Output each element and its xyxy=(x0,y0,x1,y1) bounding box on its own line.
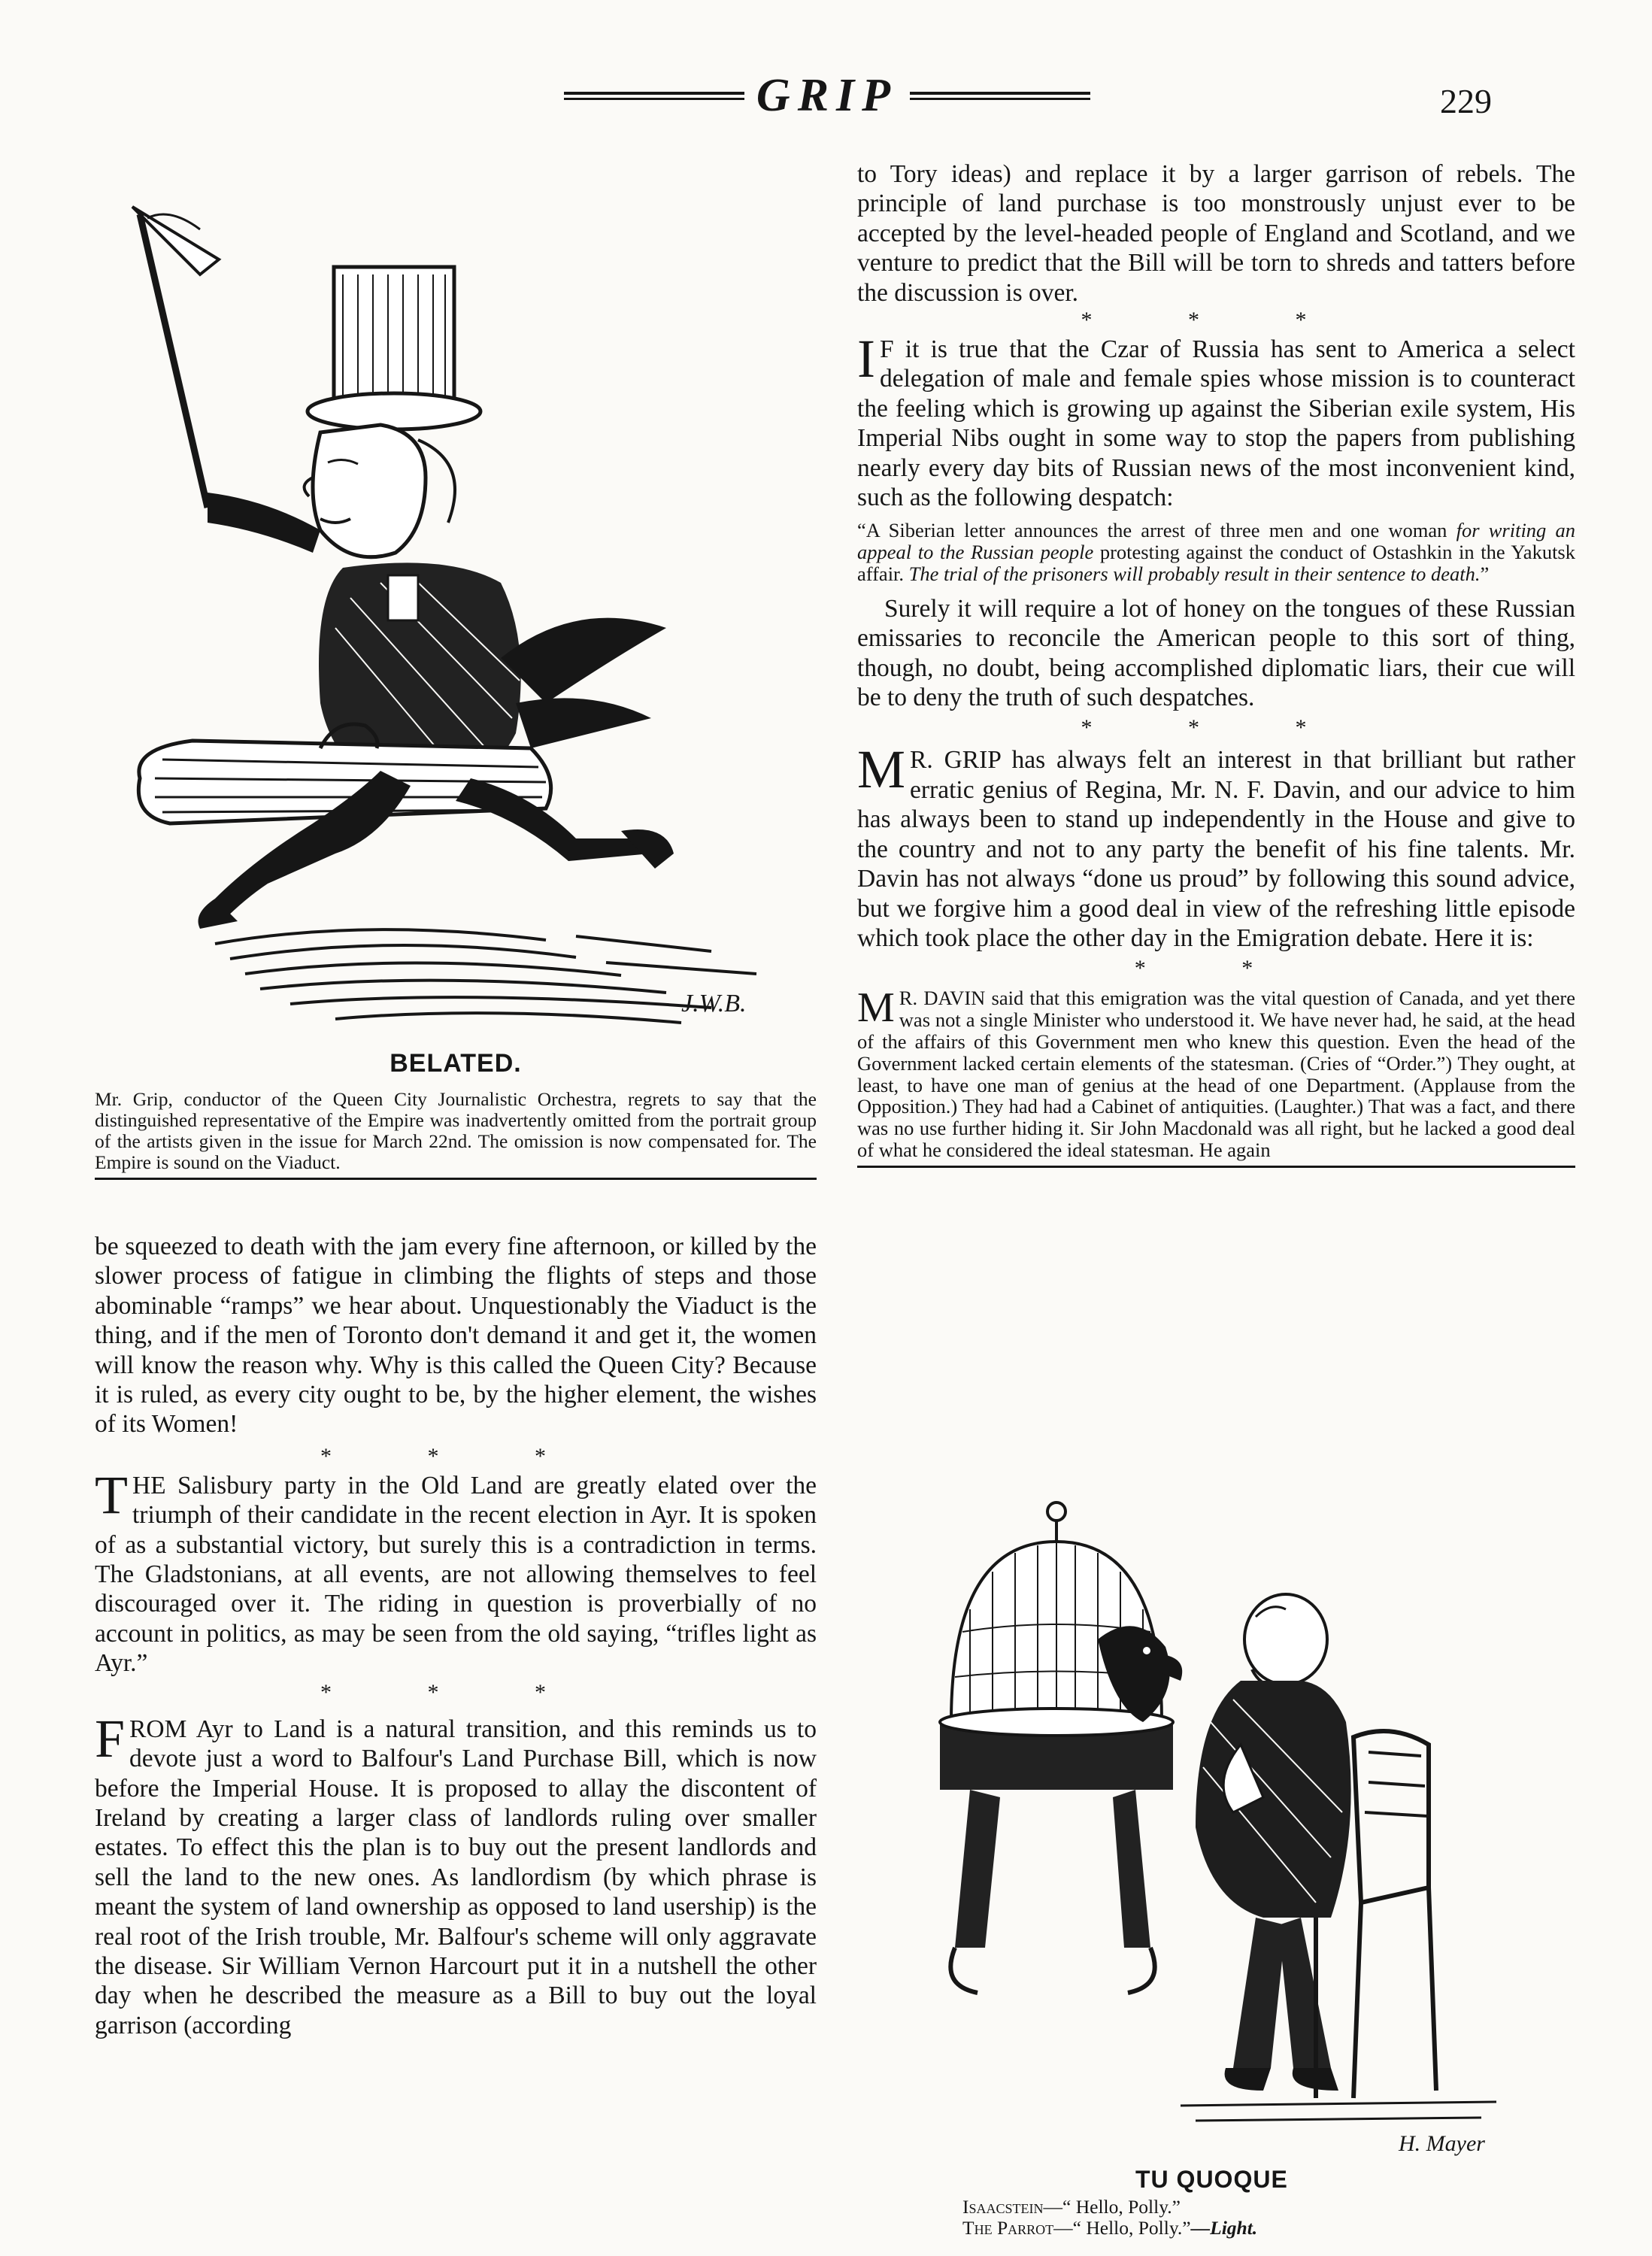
source-credit: —Light. xyxy=(1190,2217,1258,2239)
paragraph-honey: Surely it will require a lot of honey on the tongues of these Russian emissaries to reconcile the American people to this sort of thing, though, no doubt, being accomplished diplomatic liars, their cue will be to deny the truth of such despatches. xyxy=(857,594,1575,712)
drop-cap-m-small: M xyxy=(857,984,895,1032)
quote-end: ” xyxy=(1480,562,1490,586)
paragraph-salisbury-text: HE Salisbury party in the Old Land are greatly elated over the triumph of their candidate in the recent election in Ayr. It is spoken of as a substantial victory, but surely this is a contradiction in terms. The Gladstonians, at all events, are not allowing themselves to feel discouraged over it. The riding in question is proverbially of no account in politics, as may be seen from the old saying, “trifles light as Ayr.” xyxy=(95,1471,817,1678)
paragraph-viaduct: be squeezed to death with the jam every fine afternoon, or killed by the slower process of fatigue in climbing the flights of steps and those abominable “ramps” we hear about. Unquestionably the Viaduct is the thing, and if the men of Toronto don't demand it and get it, the women will know the reason why. Why is this called the Queen City? Because it is ruled, as every city ought to be, by the higher element, the wishes of its Women! xyxy=(95,1233,817,1439)
right-column xyxy=(857,159,1575,1168)
speaker-2-text: —“ Hello, Polly.” xyxy=(1053,2217,1191,2239)
speech-divider xyxy=(857,1166,1575,1168)
masthead-title: GRIP xyxy=(756,70,899,121)
masthead-rule-right xyxy=(910,92,1090,101)
quote-text-2: protesting against the conduct of Ostashkin in the Yakutsk affair. xyxy=(857,541,1575,586)
caption-title-tu-quoque: TU QUOQUE xyxy=(1135,2166,1288,2193)
running-man-drawing xyxy=(95,177,817,1049)
paragraph-czar xyxy=(857,329,1575,512)
speaker-1-text: —“ Hello, Polly.” xyxy=(1043,2196,1181,2218)
caption-line-2 xyxy=(932,2218,1534,2239)
caption-belated xyxy=(95,1049,817,1180)
parrot-and-man-drawing xyxy=(910,1496,1549,2158)
illustration-tu-quoque xyxy=(910,1496,1549,2158)
section-separator: * * * xyxy=(1081,308,1352,333)
quote-italic-1: for writing an appeal to the Russian people xyxy=(857,519,1575,564)
caption-text-belated: Mr. Grip, conductor of the Queen City Journalistic Orchestra, regrets to say that the distinguished representative of the Empire was inadvertently omitted from the portrait group of the artists given in the issue for March 22nd. The omission is now compensated for. The Empire is sound on the Viaduct. xyxy=(95,1088,817,1173)
illustration-2-signature: H. Mayer xyxy=(1399,2131,1485,2156)
illustration-1-signature: J.W.B. xyxy=(681,990,747,1017)
paragraph-davin xyxy=(857,739,1575,953)
paragraph-salisbury xyxy=(95,1464,817,1678)
speaker-isaacstein: Isaacstein xyxy=(962,2196,1044,2218)
paragraph-land-purchase xyxy=(95,1708,817,2040)
drop-cap-f: F xyxy=(95,1708,126,1769)
paragraph-czar-text: F it is true that the Czar of Russia has sent to America a select delegation of male and female spies whose mission is to counteract the feeling which is growing up against the Siberian exile system, His Imperial Nibs ought in some way to stop the papers from publishing nearly every day bits of Russian news of the most inconvenient kind, such as the following despatch: xyxy=(857,335,1575,512)
quote-italic-2: The trial of the prisoners will probably result in their sentence to death. xyxy=(908,562,1481,586)
drop-cap-m: M xyxy=(857,739,906,800)
masthead xyxy=(564,69,1090,122)
section-separator: * * xyxy=(1134,956,1299,981)
left-column xyxy=(95,1232,817,2040)
paragraph-land-purchase-text: ROM Ayr to Land is a natural transition, and this reminds us to devote just a word to Balfour's Land Purchase Bill, which is now before the Imperial House. It is proposed to allay the discontent of Ireland by creating a larger class of landlords ruling over smaller estates. To effect this the plan is to buy out the present landlords and sell the land to the new ones. As landlordism (by which phrase is meant the system of land ownership as opposed to land usership) is the real root of the Irish trouble, Mr. Balfour's scheme will only aggravate the disease. Sir William Vernon Harcourt put it in a nutshell the other day when he described the measure as a Bill to buy out the loyal garrison (according xyxy=(95,1715,817,2039)
drop-cap-t: T xyxy=(95,1464,128,1525)
section-separator: * * * xyxy=(1081,715,1352,741)
caption-title-belated: BELATED. xyxy=(390,1049,522,1078)
illustration-belated xyxy=(95,177,817,1049)
paragraph-continued: to Tory ideas) and replace it by a larger garrison of rebels. The principle of land purchase is too monstrously unjust ever to be accepted by the level-headed people of England and Scotland, and we venture to predict that the Bill will be torn to shreds and tatters before the discussion is over. xyxy=(857,160,1575,307)
caption-divider xyxy=(95,1178,817,1180)
paragraph-speech xyxy=(857,984,1575,1161)
caption-tu-quoque xyxy=(932,2166,1534,2239)
paragraph-davin-text: R. GRIP has always felt an interest in that brilliant but rather erratic genius of Regina, Mr. N. F. Davin, and our advice to him has always been to stand up independently in the House and give to the country and not to any party the benefit of his fine talents. Mr. Davin has not always “done us proud” by following this sound advice, but we forgive him a good deal in view of the refreshing little episode which took place the other day in the Emigration debate. Here it is: xyxy=(857,746,1575,952)
masthead-rule-left xyxy=(564,92,744,101)
page-number: 229 xyxy=(1440,82,1492,120)
drop-cap-i: I xyxy=(857,329,875,390)
section-separator: * * * xyxy=(320,1679,591,1705)
paragraph-speech-text: R. DAVIN said that this emigration was the vital question of Canada, and yet there was not a single Minister who understood it. We have never had, he said, at the head of the affairs of this Government men who knew this question. Even the head of the Government lacked certain elements of the statesman. (Cries of “Order.”) They ought, at least, to have one man of genius at the head of one Department. (Applause from the Opposition.) They had had a Cabinet of antiquities. (Laughter.) That was a fact, and there was no use further hiding it. Sir John Macdonald was all right, but he lacked a good deal of what he considered the ideal statesman. He again xyxy=(857,987,1575,1161)
speaker-parrot: The Parrot xyxy=(962,2217,1054,2239)
quote-text-1: “A Siberian letter announces the arrest of three men and one woman xyxy=(857,519,1456,542)
caption-line-1 xyxy=(932,2197,1534,2218)
section-separator: * * * xyxy=(320,1443,591,1469)
quoted-despatch xyxy=(857,520,1575,584)
